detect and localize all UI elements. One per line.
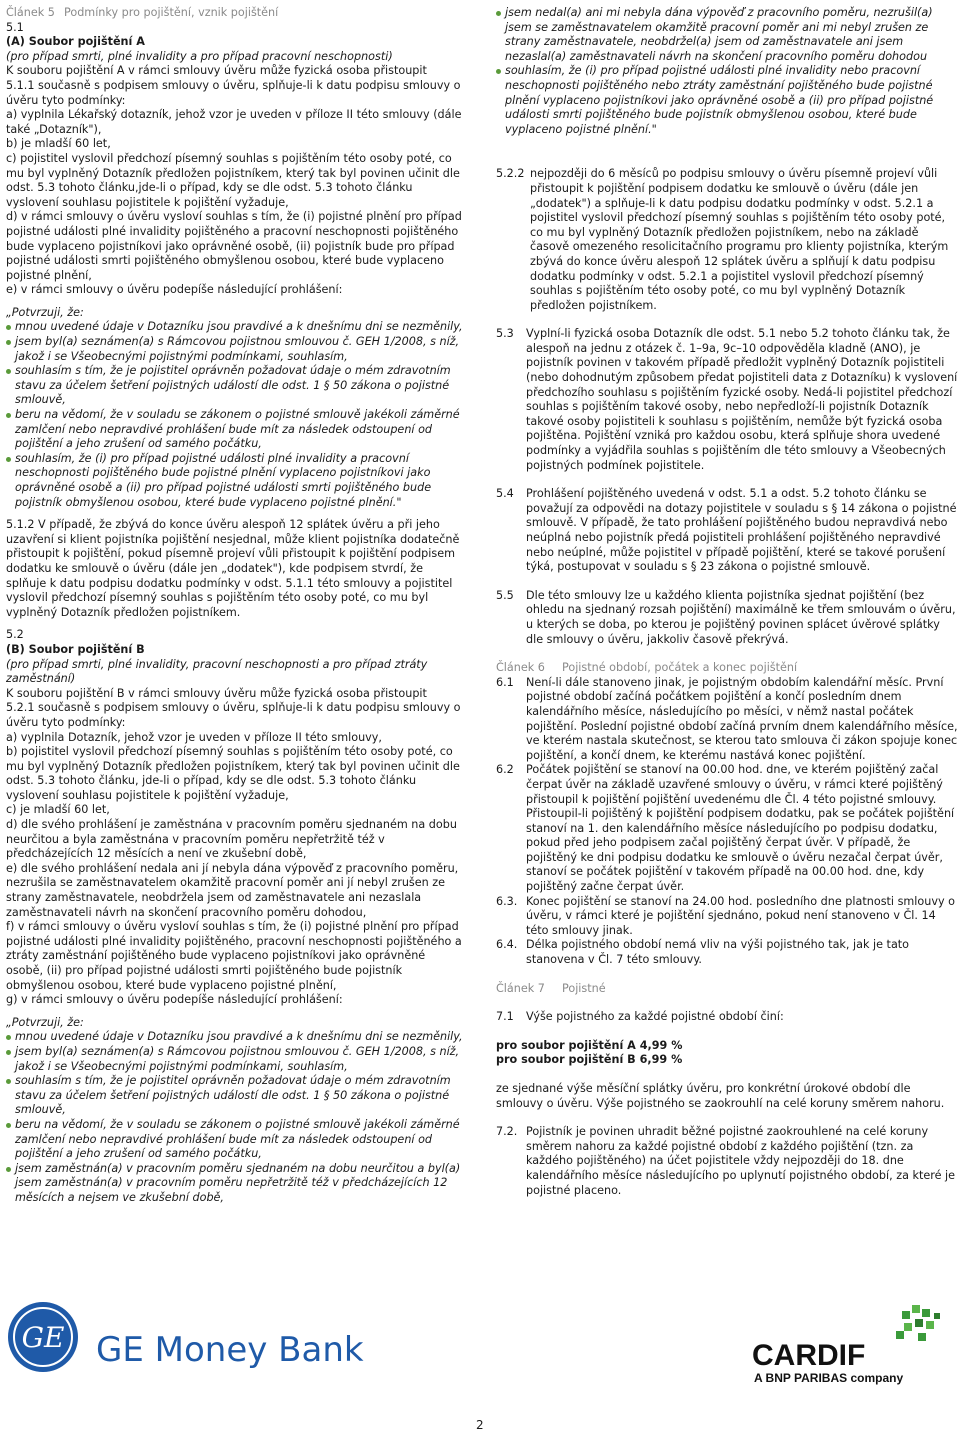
- page-number: 2: [476, 1418, 484, 1432]
- clause-number: 5.2.2: [496, 167, 525, 181]
- ge-money-bank-brand: GE Money Bank: [96, 1330, 364, 1370]
- section-5-2-subtitle: (pro případ smrti, plné invalidity, pracovní neschopnosti a pro případ ztráty zaměstnání): [6, 657, 428, 686]
- clause-number: 5.3: [496, 327, 514, 341]
- clause-5-1-1-b: b) je mladší 60 let,: [6, 137, 111, 151]
- declaration-b-heading: „Potvrzuji, že:: [6, 1015, 84, 1029]
- section-5-1-subtitle: (pro případ smrti, plné invalidity a pro případ pracovní neschopnosti): [6, 49, 393, 63]
- section-5-2-number: 5.2: [6, 628, 24, 642]
- rate-package-b: pro soubor pojištění B 6,99 %: [496, 1053, 683, 1067]
- cardif-star-icon: [896, 1305, 940, 1341]
- clause-5-2-1-f: f) v rámci smlouvy o úvěru vysloví souhlas s tím, že (i) pojistné plnění pro případ pojistné události plné invalidity pojištěného, pracovní neschopnosti pojištěného a ztráty zaměstnání pojištěného bude vyplaceno pojistníkovi jako oprávněné osobě, (ii) pro případ pojistné události smrti pojištěného bude pojistník obmyšlenou osobou, které bude vyplaceno pojistné plnění,: [6, 920, 462, 992]
- clause-5-2-1-g: g) v rámci smlouvy o úvěru podepíše následující prohlášení:: [6, 993, 343, 1007]
- declaration-item: jsem nedal(a) ani mi nebyla dána výpověď z pracovního poměru, nezrušil(a) jsem se zaměstnavatelem okamžitě pracovní poměr ani mi nebyl zrušen ze strany zaměstnavatele, neobdržel(a) jsem od zaměstnavatele ani jsem nezaslal(a) zaměstnavateli návrh na skončení pracovního poměru dohodou: [496, 6, 958, 64]
- clause-5-1-1-lead: 5.1.1 současně s podpisem smlouvy o úvěru, splňuje-li k datu podpisu smlouvy o úvěru tyto podmínky:: [6, 78, 461, 107]
- clause-5-2-1-e: e) dle svého prohlášení nedala ani jí nebyla dána výpověď z pracovního poměru, nezrušila se zaměstnavatelem okamžitě pracovní poměr ani jí nebyl zrušen ze strany zaměstnavatele, neobdržela jsem od zaměstnavatele ani nezaslala zaměstnavateli návrh na skončení pracovního poměru dohodou,: [6, 861, 459, 919]
- cardif-tagline: A BNP PARIBAS company: [754, 1371, 904, 1385]
- section-5-2-intro: K souboru pojištění B v rámci smlouvy úvěru může fyzická osoba přistoupit: [6, 686, 427, 700]
- clause-text: Není-li dále stanoveno jinak, je pojistným obdobím kalendářní měsíc. První pojistné období začíná počátkem pojištění a končí posledním dnem kalendářního měsíce, následujícího po měsíci, v němž nastal počátek pojištění. Poslední pojistné období začíná prvním dnem kalendářního měsíce, ve kterém nastala skutečnost, se kterou tato smlouva či zákon spojuje konec pojištění, a končí dnem, ke kterému nastává konec pojištění.: [526, 675, 958, 762]
- declaration-item: jsem zaměstnán(a) v pracovním poměru sjednaném na dobu neurčitou a byl(a) jsem zaměstnán(a) v pracovním poměru nepřetržitě též v předcházejících 12 měsících a nejsem ve zkušební době,: [6, 1162, 464, 1206]
- clause-7-2: [496, 1125, 958, 1198]
- clause-6-4: [496, 938, 958, 967]
- declaration-item: souhlasím s tím, že je pojistitel oprávněn požadovat údaje o mém zdravotním stavu za účelem šetření pojistných událostí dle odst. 1 § 50 zákona o pojistné smlouvě,: [6, 364, 464, 408]
- clause-text: nejpozději do 6 měsíců po podpisu smlouvy o úvěru písemně projeví vůli přistoupit k pojištění podpisem dodatku ke smlouvě o úvěru (dále jen „dodatek") a splňuje-li k datu podpisu dodatku podmínky v odst. 5.2.1 a pojistitel vyslovil předchozí písemný souhlas s pojištěním této osoby poté, co mu byl vyplněný Dotazník předložen pojistníkem, nebo na základě časově omezeného resolicitačního programu pro klienty pojistníka, kterým zbývá do konce úvěru alespoň 12 splátek úvěru a splňují k datu podpisu dodatku podmínky v odst. 5.2.1 a pojistitel vyslovil předchozí písemný souhlas s pojištěním této osoby poté, co mu byl vyplněný Dotazník předložen pojistníkem.: [530, 167, 949, 312]
- clause-5-5: [496, 589, 958, 647]
- clause-number: 5.5: [496, 588, 514, 602]
- clause-5-1-1-e: e) v rámci smlouvy o úvěru podepíše následující prohlášení:: [6, 283, 343, 297]
- article-number: Článek 7: [496, 981, 545, 995]
- section-5-1-intro: K souboru pojištění A v rámci smlouvy úvěru může fyzická osoba přistoupit: [6, 64, 427, 78]
- clause-5-1-1-a: a) vyplnila Lékařský dotazník, jehož vzor je uveden v příloze II této smlouvy (dále také „Dotazník"),: [6, 108, 462, 136]
- clause-number: 7.2.: [496, 1125, 518, 1139]
- clause-5-1-1-d: d) v rámci smlouvy o úvěru vysloví souhlas s tím, že (i) pojistné plnění pro případ pojistné události plné invalidity pojištěného a pracovní neschopnosti pojištěného bude vyplaceno pojistníkovi jako oprávněné osobě, (ii) pojistník bude pro případ pojistné události smrti pojištěného obmyšlenou osobou, které bude vyplaceno pojistné plnění,: [6, 210, 462, 282]
- clause-text: Dle této smlouvy lze u každého klienta pojistníka sjednat pojištění (bez ohledu na sjednaný rozsah pojištění) maximálně ke třem smlouvám o úvěru, u kterých se doba, po kterou je pojištěný povinen splácet úvěrové splátky dle smlouvy o úvěru, jakkoliv časově překrývá.: [526, 588, 956, 646]
- clause-6-3: [496, 895, 958, 939]
- declaration-b-list: [6, 1030, 464, 1205]
- section-5-2-title: (B) Soubor pojištění B: [6, 642, 145, 656]
- clause-text: Délka pojistného období nemá vliv na výši pojistného tak, jak je tato stanovena v Čl. 7 této smlouvy.: [526, 938, 910, 967]
- article-title: Pojistné období, počátek a konec pojištění: [562, 661, 798, 675]
- declaration-item: mnou uvedené údaje v Dotazníku jsou pravdivé a k dnešnímu dni se nezměnily,: [6, 320, 464, 335]
- clause-5-2-1-lead: 5.2.1 současně s podpisem smlouvy o úvěru, splňuje-li k datu podpisu smlouvy o úvěru tyto podmínky:: [6, 701, 461, 729]
- right-column: [496, 6, 958, 1198]
- clause-text: Prohlášení pojištěného uvedená v odst. 5.1 a odst. 5.2 tohoto článku se považují za odpovědi na dotazy pojistitele v souladu s § 14 zákona o pojistné smlouvě. V případě, že tato prohlášení pojištěného budou nepravdivá nebo neúplná nebo pojistník předá pojistiteli prohlášení pojištěného nepravdivé nebo neúplné, může pojistitel v případě pojištění, které se takové porušení týká, postupovat v souladu s § 23 zákona o pojistné smlouvě.: [526, 487, 957, 574]
- article-7-heading: [496, 982, 958, 997]
- ge-monogram-logo: [6, 1300, 80, 1374]
- article-5-heading: [6, 6, 464, 21]
- section-5-1-title: (A) Soubor pojištění A: [6, 35, 145, 49]
- rate-package-a: pro soubor pojištění A 4,99 %: [496, 1038, 683, 1052]
- declaration-item: jsem byl(a) seznámen(a) s Rámcovou pojistnou smlouvou č. GEH 1/2008, s níž, jakož i se Všeobecnými pojistnými podmínkami, souhlasím,: [6, 335, 464, 364]
- clause-text: Konec pojištění se stanoví na 24.00 hod. posledního dne platnosti smlouvy o úvěru, v rámci které je pojištění sjednáno, pokud není stanoveno v Čl. 14 této smlouvy jinak.: [526, 894, 955, 937]
- clause-text: Pojistník je povinen uhradit běžné pojistné zaokrouhlené na celé koruny směrem nahoru za každé pojistné období z každého pojištění (tzn. za každého pojištěného) na účet pojistitele vždy nejpozději do 18. dne kalendářního měsíce následujícího po uplynutí pojistného období, za které je pojistné placeno.: [526, 1125, 956, 1197]
- declaration-item: beru na vědomí, že v souladu se zákonem o pojistné smlouvě jakékoli záměrné zamlčení nebo nepravdivé prohlášení bude mít za následek odstoupení od pojištění a jeho zrušení od samého počátku,: [6, 408, 464, 452]
- declaration-a-list: [6, 320, 464, 510]
- clause-5-2-1-c: c) je mladší 60 let,: [6, 803, 110, 817]
- clause-5-2-1-d: d) dle svého prohlášení je zaměstnána v pracovním poměru sjednaném na dobu neurčitou a byla zaměstnána v pracovním poměru nepřetržitě též v předcházejících 12 měsících a není ve zkušební době,: [6, 818, 457, 861]
- declaration-item: souhlasím, že (i) pro případ pojistné události plné invalidity nebo pracovní neschopnosti pojištěného nebo ztráty zaměstnání pojištěného bude pojistné plnění vyplaceno pojistníkovi jako oprávněné osobě a (ii) pro případ pojistné události smrti pojištěného bude pojistník obmyšlenou osobou, které bude vyplaceno pojistné plnění.": [496, 64, 958, 137]
- declaration-a-heading: „Potvrzuji, že:: [6, 305, 84, 319]
- clause-number: 7.1: [496, 1010, 514, 1024]
- clause-text: Výše pojistného za každé pojistné období činí:: [526, 1010, 784, 1024]
- clause-number: 6.1: [496, 675, 514, 689]
- clause-5-1-2: 5.1.2 V případě, že zbývá do konce úvěru alespoň 12 splátek úvěru a při jeho uzavření si klient pojistníka pojištění nesjednal, může klient pojistníka dodatečně přistoupit k pojištění, pokud písemně projeví vůli přistoupit k pojištění podpisem dodatku ke smlouvě o úvěru (dále jen „dodatek"), kde podpisem stvrdí, že splňuje k datu podpisu dodatku podmínky v odst. 5.1.1 této smlouvy a pojistitel vyslovil předchozí písemný souhlas s pojištěním této osoby poté, co mu byl vyplněný Dotazník předložen pojistníkem.: [6, 518, 460, 619]
- section-5-1-number: 5.1: [6, 20, 24, 34]
- rate-note: ze sjednané výše měsíční splátky úvěru, pro konkrétní úrokové období dle smlouvy o úvěru. Výše pojistného se zaokrouhlí na celé koruny směrem nahoru.: [496, 1082, 945, 1110]
- declaration-item: souhlasím, že (i) pro případ pojistné události plné invalidity a pracovní neschopnosti pojištěného bude pojistné plnění vyplaceno pojistníkovi jako oprávněné osobě a (ii) pro případ pojistné události smrti pojištěného bude pojistník obmyšlenou osobou, které bude vyplaceno pojistné plnění.": [6, 452, 464, 510]
- declaration-item: beru na vědomí, že v souladu se zákonem o pojistné smlouvě jakékoli záměrné zamlčení nebo nepravdivé prohlášení bude mít za následek odstoupení od pojištění a jeho zrušení od samého počátku,: [6, 1118, 464, 1162]
- clause-5-4: [496, 487, 958, 575]
- left-column: [6, 6, 464, 1206]
- clause-5-2-2: [496, 167, 958, 313]
- clause-5-1-1-c: c) pojistitel vyslovil předchozí písemný souhlas s pojištěním této osoby poté, co mu byl vyplněný Dotazník předložen pojistníkem, který tak byl povinen učinit dle odst. 5.3 tohoto článku,jde-li o případ, kdy se dle odst. 5.3 tohoto článku vyslovení souhlasu pojistitele k pojištění vyžaduje,: [6, 151, 460, 209]
- declaration-item: mnou uvedené údaje v Dotazníku jsou pravdivé a k dnešnímu dni se nezměnily,: [6, 1030, 464, 1045]
- article-title: Podmínky pro pojištění, vznik pojištění: [64, 6, 279, 19]
- clause-6-2: [496, 763, 958, 894]
- ge-monogram-text: GE: [21, 1321, 65, 1354]
- cardif-logo: [752, 1305, 952, 1385]
- clause-number: 6.4.: [496, 938, 518, 952]
- article-number: Článek 6: [496, 661, 545, 675]
- cardif-name: CARDIF: [752, 1339, 866, 1372]
- article-title: Pojistné: [562, 981, 606, 995]
- declaration-item: jsem byl(a) seznámen(a) s Rámcovou pojistnou smlouvou č. GEH 1/2008, s níž, jakož i se Všeobecnými pojistnými podmínkami, souhlasím,: [6, 1045, 464, 1074]
- clause-text: Vyplní-li fyzická osoba Dotazník dle odst. 5.1 nebo 5.2 tohoto článku tak, že alespoň na jednu z otázek č. 1–9a, 9c–10 odpověděla kladně (ANO), je pojistník povinen v takovém případě předložit vyplněný Dotazník pojistiteli (nebo dohodnutým způsobem předat pojistiteli data z Dotazníku) k vyslovení předchozího souhlasu s pojištěním fyzické osoby. Nedá-li pojistitel předchozí souhlas s pojištěním takové osoby, nebo nepředloží-li pojistník Dotazník takové osoby pojistiteli k souhlasu s pojištěním, nemůže být fyzická osoba pojištěna. Pojištění vzniká pro každou osobu, která splňuje shora uvedené podmínky a vyjádřila souhlas s pojištěním dle této smlouvy a Všeobecných pojistných podmínek pojistitele.: [526, 327, 958, 472]
- clause-6-1: [496, 676, 958, 764]
- clause-5-2-1-a: a) vyplnila Dotazník, jehož vzor je uveden v příloze II této smlouvy,: [6, 730, 382, 744]
- clause-number: 6.3.: [496, 894, 518, 908]
- declaration-b-continued: [496, 6, 958, 137]
- clause-number: 5.4: [496, 487, 514, 501]
- article-6-heading: [496, 661, 958, 676]
- clause-7-1: [496, 1010, 958, 1025]
- clause-5-3: [496, 327, 958, 473]
- clause-text: Počátek pojištění se stanoví na 00.00 hod. dne, ve kterém pojištěný začal čerpat úvěr na základě uzavřené smlouvy o úvěru, v rámci které pojištěný přistoupil k pojištění pojištění uvedenému dle Čl. 4 této pojistné smlouvy. Přistoupil-li pojištěný k pojištění podpisem dodatku, pak se počátek pojištění stanoví na 1. den kalendářního měsíce následujícího po podpisu dodatku, pokud před jeho podpisem začal pojištěný čerpat úvěr. V případě, že pojištěný ke dni podpisu dodatku ke smlouvě o úvěru nezačal čerpat úvěr, stanoví se počátek pojištění v takovém případě na 00.00 hod. dne, kdy pojištěný začne čerpat úvěr.: [526, 763, 955, 894]
- clause-number: 6.2: [496, 763, 514, 777]
- article-number: Článek 5: [6, 6, 55, 19]
- declaration-item: souhlasím s tím, že je pojistitel oprávněn požadovat údaje o mém zdravotním stavu za účelem šetření pojistných událostí dle odst. 1 § 50 zákona o pojistné smlouvě,: [6, 1074, 464, 1118]
- clause-5-2-1-b: b) pojistitel vyslovil předchozí písemný souhlas s pojištěním této osoby poté, co mu byl vyplněný Dotazník předložen pojistníkem, který tak byl povinen učinit dle odst. 5.3 tohoto článku, jde-li o případ, kdy se dle odst. 5.3 tohoto článku vyslovení souhlasu pojistitele k pojištění vyžaduje,: [6, 745, 460, 802]
